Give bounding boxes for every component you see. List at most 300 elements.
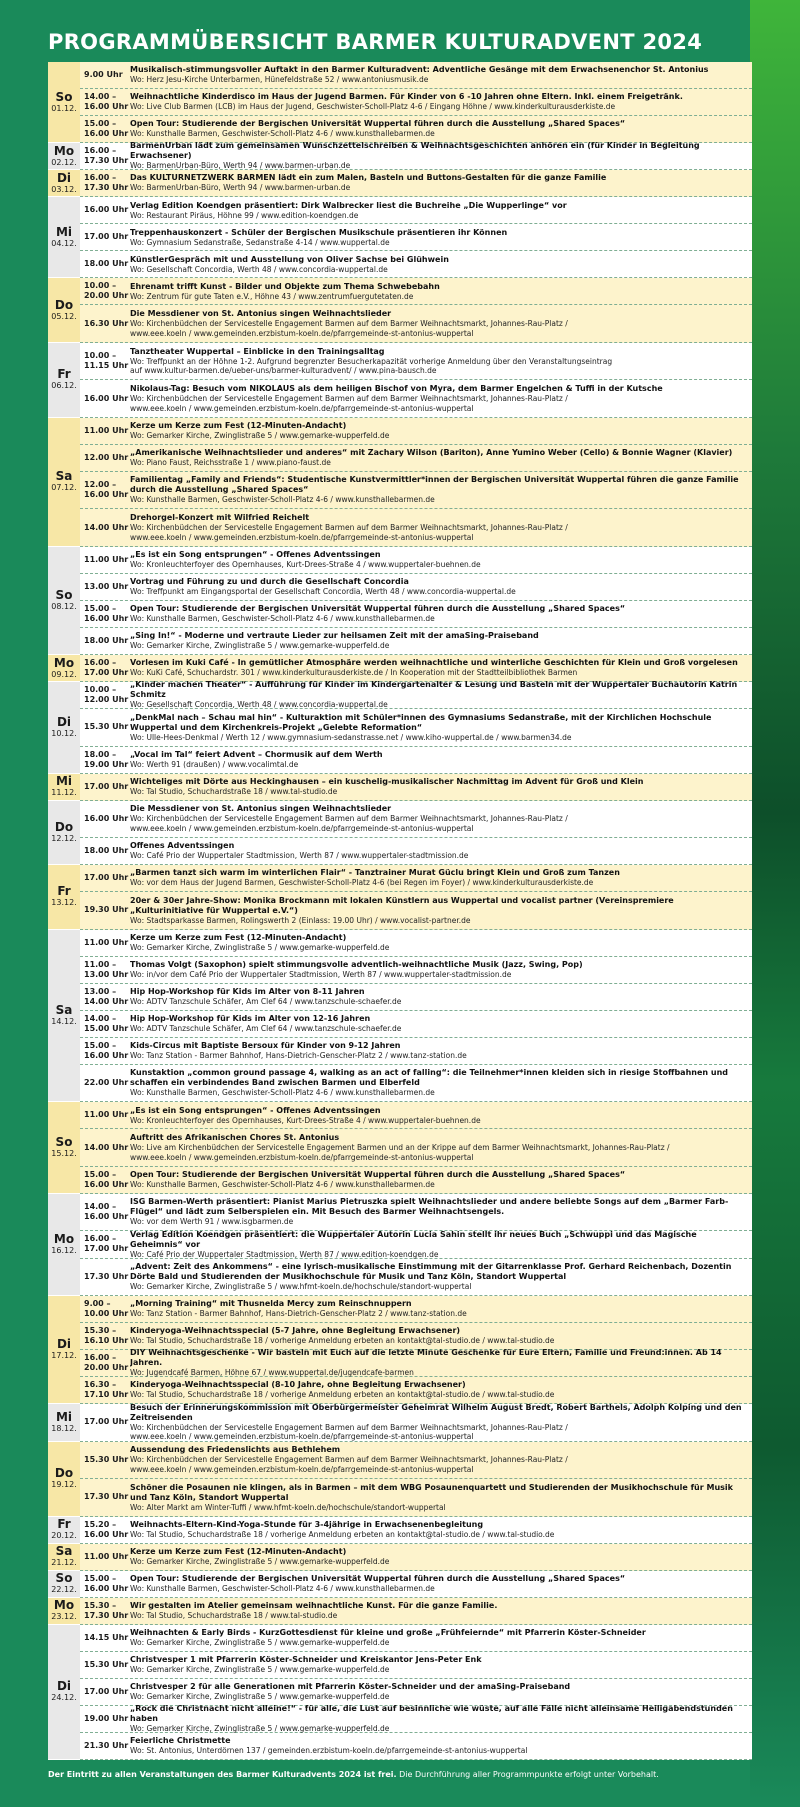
event-location: Wo: Live Club Barmen (LCB) im Haus der Jugend, Geschwister-Scholl-Platz 4-6 / Eingang Höhne / www.kinderkulturausderkiste.de <box>130 102 616 112</box>
event-time: 11.00 – 13.00 Uhr <box>84 959 129 979</box>
event-time: 17.30 Uhr <box>84 1271 129 1281</box>
event-location: Wo: Stadtsparkasse Barmen, Rolingswerth 2 (Einlass: 19.00 Uhr) / www.vocalist-partner.de <box>130 915 471 925</box>
event-row <box>80 984 752 1011</box>
event-description <box>130 201 752 221</box>
event-description <box>130 1041 752 1061</box>
day-block <box>48 1544 752 1571</box>
event-title: Familientag „Family and Friends“: Studentische Kunstvermittler*innen der Bergischen Universität Wuppertal führen die ganze Familie durch die Ausstellung „Shared Spaces“ <box>130 475 739 495</box>
day-block <box>48 1102 752 1194</box>
day-label <box>48 682 80 774</box>
day-block <box>48 801 752 866</box>
event-row <box>80 62 752 89</box>
event-description <box>130 1380 752 1400</box>
day-date: 04.12. <box>51 238 77 248</box>
event-time: 18.00 Uhr <box>84 259 129 269</box>
event-row <box>80 224 752 251</box>
day-block <box>48 1625 752 1760</box>
event-description <box>130 1299 752 1319</box>
event-location: Wo: Kunsthalle Barmen, Geschwister-Scholl-Platz 4-6 / www.kunsthallebarmen.de <box>130 495 435 505</box>
day-label <box>48 1102 80 1194</box>
event-description <box>130 896 752 926</box>
event-time: 22.00 Uhr <box>84 1078 129 1088</box>
event-row <box>80 1011 752 1038</box>
event-row <box>80 547 752 574</box>
event-row <box>80 445 752 472</box>
event-location: Wo: Piano Faust, Reichsstraße 1 / www.piano-faust.de <box>130 458 331 468</box>
event-time: 10.00 – 20.00 Uhr <box>84 281 129 301</box>
event-description <box>130 1230 752 1260</box>
event-title: ISG Barmen-Werth präsentiert: Pianist Marius Pietruszka spielt Weihnachtslieder und andere beliebte Songs auf dem „Barmer Farb-Flügel“ und lädt zum Selberspielen ein. Mit Besuch des Barmer Weihnachtsengels. <box>130 1197 729 1217</box>
event-row <box>80 1404 752 1441</box>
event-row <box>80 774 752 801</box>
event-row <box>80 747 752 774</box>
event-description <box>130 421 752 441</box>
day-date: 15.12. <box>51 1149 77 1159</box>
day-date: 11.12. <box>51 788 77 798</box>
day-name: Mi <box>55 224 73 239</box>
day-date: 03.12. <box>51 184 77 194</box>
event-description <box>130 631 752 651</box>
event-location: Wo: Kunsthalle Barmen, Geschwister-Scholl-Platz 4-6 / www.kunsthallebarmen.de <box>130 1180 435 1190</box>
event-time: 16.00 Uhr <box>84 813 129 823</box>
event-description <box>130 750 752 770</box>
event-time: 18.00 – 19.00 Uhr <box>84 749 129 769</box>
event-time: 15.30 Uhr <box>84 722 129 732</box>
event-title: Feierliche Christmette <box>130 1736 231 1746</box>
event-title: Offenes Adventssingen <box>130 841 235 851</box>
event-description <box>130 1704 752 1734</box>
day-label <box>48 930 80 1103</box>
event-time: 17.00 Uhr <box>84 232 129 242</box>
event-location: Wo: Kirchenbüdchen der Servicestelle Engagement Barmen auf dem Barmer Weihnachtsmarkt, Johannes-Rau-Platz / <box>130 394 568 404</box>
day-label <box>48 343 80 418</box>
day-name: Fr <box>57 367 71 382</box>
event-row <box>80 1167 752 1194</box>
event-time: 16.00 – 17.30 Uhr <box>84 173 129 193</box>
footer-note-bold: Der Eintritt zu allen Veranstaltungen des Barmer Kulturadvents 2024 ist frei. <box>48 1770 397 1779</box>
day-date: 23.12. <box>51 1612 77 1622</box>
event-location: Wo: vor dem Haus der Jugend Barmen, Geschwister-Scholl-Platz 4-6 (bei Regen im Foyer) / www.kinderkulturausderkiste.de <box>130 878 594 888</box>
event-title: Kerze um Kerze zum Fest (12-Minuten-Andacht) <box>130 932 347 942</box>
event-row <box>80 930 752 957</box>
event-title: Open Tour: Studierende der Bergischen Universität Wuppertal führen durch die Ausstellung „Shared Spaces“ <box>130 119 626 129</box>
event-row <box>80 1259 752 1296</box>
event-time: 18.00 Uhr <box>84 636 129 645</box>
event-row <box>80 278 752 305</box>
event-time: 19.00 Uhr <box>84 1713 129 1723</box>
event-time: 14.15 Uhr <box>84 1632 129 1642</box>
day-date: 06.12. <box>51 381 77 391</box>
day-date: 21.12. <box>51 1558 77 1568</box>
event-row <box>80 418 752 445</box>
event-time: 11.00 Uhr <box>84 937 129 947</box>
event-description <box>130 804 752 833</box>
event-location: Wo: Kirchenbüdchen der Servicestelle Engagement Barmen auf dem Barmer Weihnachtsmarkt, Johannes-Rau-Platz / <box>130 1455 568 1465</box>
event-location: Wo: Kunsthalle Barmen, Geschwister-Scholl-Platz 4-6 / www.kunsthallebarmen.de <box>130 1088 435 1098</box>
event-title: DIY Weihnachtsgeschenke - Wir basteln mit Euch auf die letzte Minute Geschenke für Eure Eltern, Familie und Freund:innen. Ab 14 Jahren. <box>130 1348 722 1368</box>
event-location: www.eee.koeln / www.gemeinden.erzbistum-koeln.de/pfarrgemeinde-st-antonius-wuppertal <box>130 1152 474 1162</box>
event-title: 20er & 30er Jahre-Show: Monika Brockmann mit lokalen Künstlern aus Wuppertal und vocalist partner (Vereinspremiere „Kulturinitiative für Wuppertal e.V.“) <box>130 895 674 915</box>
event-row <box>80 1323 752 1350</box>
event-location: www.eee.koeln / www.gemeinden.erzbistum-koeln.de/pfarrgemeinde-st-antonius-wuppertal <box>130 823 474 833</box>
event-title: Weihnachtliche Kinderdisco im Haus der Jugend Barmen. Für Kinder von 6 -10 Jahren ohne Eltern. Inkl. einem Freigetränk. <box>130 92 683 102</box>
event-description <box>130 1574 752 1594</box>
day-date: 12.12. <box>51 833 77 843</box>
day-label <box>48 1296 80 1404</box>
event-location: www.eee.koeln / www.gemeinden.erzbistum-koeln.de/pfarrgemeinde-st-antonius-wuppertal <box>130 328 474 338</box>
event-time: 19.30 Uhr <box>84 905 129 915</box>
day-name: So <box>55 1135 73 1150</box>
day-block <box>48 1404 752 1441</box>
event-title: Verlag Edition Koendgen präsentiert: Dirk Walbrecker liest die Buchreihe „Die Wupperlinge“ vor <box>130 200 567 210</box>
event-title: „Morning Training“ mit Thusnelda Mercy zum Reinschnuppern <box>130 1299 412 1309</box>
event-time: 21.30 Uhr <box>84 1740 129 1750</box>
event-row <box>80 1479 752 1516</box>
event-time: 15.30 – 16.10 Uhr <box>84 1326 129 1346</box>
day-label <box>48 1194 80 1296</box>
day-date: 08.12. <box>51 601 77 611</box>
event-location: Wo: Kirchenbüdchen der Servicestelle Engagement Barmen auf dem Barmer Weihnachtsmarkt, Johannes-Rau-Platz / <box>130 319 568 329</box>
event-row <box>80 1652 752 1679</box>
event-time: 17.00 Uhr <box>84 781 129 791</box>
event-location: Wo: Ulle-Hees-Denkmal / Werth 12 / www.gymnasium-sedanstrasse.net / www.kiho-wuppertal.de / www.barmen34.de <box>130 732 572 742</box>
day-block <box>48 655 752 682</box>
event-location: www.eee.koeln / www.gemeinden.erzbistum-koeln.de/pfarrgemeinde-st-antonius-wuppertal <box>130 403 474 413</box>
event-description <box>130 777 752 797</box>
event-time: 12.00 Uhr <box>84 452 129 462</box>
event-time: 14.00 – 16.00 Uhr <box>84 92 129 112</box>
event-time: 17.30 Uhr <box>84 1492 129 1502</box>
day-name: Fr <box>57 884 71 899</box>
event-time: 15.00 – 16.00 Uhr <box>84 1169 129 1189</box>
day-label <box>48 1517 80 1544</box>
day-name: So <box>55 1571 73 1586</box>
day-block <box>48 1571 752 1598</box>
event-row <box>80 251 752 278</box>
page-title: PROGRAMMÜBERSICHT BARMER KULTURADVENT 2024 <box>48 30 703 54</box>
event-time: 13.00 – 14.00 Uhr <box>84 986 129 1006</box>
event-description <box>130 475 752 505</box>
event-title: Weihnachts-Eltern-Kind-Yoga-Stunde für 3-4jährige in Erwachsenenbegleitung <box>130 1519 484 1529</box>
event-title: Christvesper 1 mit Pfarrerin Köster-Schneider und Kreiskantor Jens-Peter Enk <box>130 1655 482 1665</box>
event-row <box>80 574 752 601</box>
event-row <box>80 655 752 682</box>
event-title: Wichteliges mit Dörte aus Heckinghausen – ein kuschelig-musikalischer Nachmittag im Advent für Groß und Klein <box>130 776 644 786</box>
event-description <box>130 1014 752 1034</box>
event-title: Open Tour: Studierende der Bergischen Universität Wuppertal führen durch die Ausstellung „Shared Spaces“ <box>130 1573 626 1583</box>
event-description <box>130 550 752 570</box>
event-title: Musikalisch-stimmungsvoller Auftakt in den Barmer Kulturadvent: Adventliche Gesänge mit dem Erwachsenenchor St. Antonius <box>130 65 709 75</box>
event-row <box>80 143 752 170</box>
day-block <box>48 1442 752 1517</box>
event-location: Wo: vor dem Werth 91 / www.isgbarmen.de <box>130 1217 294 1227</box>
day-label <box>48 1625 80 1760</box>
event-location: Wo: Gesellschaft Concordia, Werth 48 / www.concordia-wuppertal.de <box>130 700 388 710</box>
event-location: Wo: Kronleuchterfoyer des Opernhauses, Kurt-Drees-Straße 4 / www.wuppertaler-buehnen.de <box>130 560 481 570</box>
day-name: Do <box>54 1466 74 1481</box>
event-location: Wo: Café Prio der Wuppertaler Stadtmission, Werth 87 / www.wuppertaler-stadtmission.de <box>130 851 469 861</box>
event-time: 16.00 – 17.00 Uhr <box>84 658 129 678</box>
event-location: Wo: Gemarker Kirche, Zwinglistraße 5 / www.hfmt-koeln.de/hochschule/standort-wuppertal <box>130 1281 472 1291</box>
day-label <box>48 197 80 278</box>
event-description <box>130 1348 752 1378</box>
event-description <box>130 1403 752 1442</box>
day-block <box>48 865 752 930</box>
event-time: 16.00 – 17.30 Uhr <box>84 146 129 166</box>
day-name: Mo <box>53 143 75 158</box>
day-name: Mi <box>55 1409 73 1424</box>
event-row <box>80 1544 752 1571</box>
event-row <box>80 1065 752 1102</box>
event-time: 11.00 Uhr <box>84 554 129 564</box>
event-title: Aussendung des Friedenslichts aus Bethlehem <box>130 1445 341 1455</box>
event-row <box>80 801 752 838</box>
event-row <box>80 197 752 224</box>
day-name: Di <box>56 714 72 729</box>
event-title: Drehorgel-Konzert mit Wilfried Reichelt <box>130 513 310 523</box>
day-block <box>48 62 752 143</box>
event-description <box>130 713 752 743</box>
event-row <box>80 1350 752 1377</box>
day-date: 05.12. <box>51 311 77 321</box>
day-label <box>48 655 80 682</box>
day-name: Mo <box>53 1598 75 1613</box>
event-location: Wo: Treffpunkt an der Höhne 1-2. Aufgrund begrenzter Besucherkapazität vorherige Anmeldung über den Veranstaltungseintrag <box>130 356 613 366</box>
day-block <box>48 930 752 1103</box>
event-title: Christvesper 2 für alle Generationen mit Pfarrerin Köster-Schneider und der amaSing-Praiseband <box>130 1682 571 1692</box>
event-location: Wo: Café Prio der Wuppertaler Stadtmission, Werth 87 / www.edition-koendgen.de <box>130 1249 439 1259</box>
event-row <box>80 1377 752 1404</box>
event-title: Auftritt des Afrikanischen Chores St. Antonius <box>130 1133 340 1143</box>
event-time: 14.00 – 16.00 Uhr <box>84 1202 129 1222</box>
event-time: 14.00 Uhr <box>84 1142 129 1152</box>
event-row <box>80 1733 752 1760</box>
event-location: Wo: Herz Jesu-Kirche Unterbarmen, Hünefeldstraße 52 / www.antoniusmusik.de <box>130 75 429 85</box>
event-title: Schöner die Posaunen nie klingen, als in Barmen – mit dem WBG Posaunenquartett und Studierenden der Musikhochschule für Musik und Tanz Köln, Standort Wuppertal <box>130 1482 733 1502</box>
event-time: 10.00 – 11.15 Uhr <box>84 351 129 371</box>
event-time: 16.00 Uhr <box>84 205 129 215</box>
event-description <box>130 228 752 248</box>
event-title: Besuch der Erinnerungskommission mit Oberbürgermeister Geheimrat Wilhelm August Bredt, Robert Barthels, Adolph Kolping und den Zeitreisenden <box>130 1402 742 1422</box>
event-description <box>130 119 752 139</box>
event-location: Wo: Jugendcafé Barmen, Höhne 67 / www.wuppertal.de/jugendcafe-barmen <box>130 1368 414 1378</box>
event-time: 15.30 Uhr <box>84 1454 129 1464</box>
day-block <box>48 547 752 655</box>
event-title: Kerze um Kerze zum Fest (12-Minuten-Andacht) <box>130 1546 347 1556</box>
event-description <box>130 1601 752 1621</box>
event-location: Wo: Kronleuchterfoyer des Opernhauses, Kurt-Drees-Straße 4 / www.wuppertaler-buehnen.de <box>130 1115 481 1125</box>
event-row <box>80 957 752 984</box>
event-title: Tanztheater Wuppertal – Einblicke in den Trainingsalltag <box>130 346 385 356</box>
event-row <box>80 1517 752 1544</box>
day-name: Fr <box>57 1517 71 1532</box>
event-title: Kunstaktion „common ground passage 4, walking as an act of falling“: die Teilnehmer*innen kleiden sich in riesige Stoffbahnen und schaffen ein verbindendes Band zwischen Barmen und Elberfeld <box>130 1068 728 1088</box>
event-description <box>130 141 752 171</box>
event-row <box>80 343 752 380</box>
event-location: Wo: Treffpunkt am Eingangsportal der Gesellschaft Concordia, Werth 48 / www.concordia-wuppertal.de <box>130 587 516 597</box>
day-date: 18.12. <box>51 1423 77 1433</box>
day-date: 17.12. <box>51 1351 77 1361</box>
event-location: Wo: Kunsthalle Barmen, Geschwister-Scholl-Platz 4-6 / www.kunsthallebarmen.de <box>130 1583 435 1593</box>
event-row <box>80 1129 752 1166</box>
event-location: Wo: Tal Studio, Schuchardstraße 18 / vorherige Anmeldung erbeten an kontakt@tal-studio.de / www.tal-studio.de <box>130 1390 555 1400</box>
event-description <box>130 384 752 413</box>
event-description <box>130 577 752 597</box>
event-title: Ehrenamt trifft Kunst - Bilder und Objekte zum Thema Schwebebahn <box>130 281 440 291</box>
event-time: 9.00 – 10.00 Uhr <box>84 1298 129 1318</box>
event-row <box>80 170 752 197</box>
event-title: Hip Hop-Workshop für Kids im Alter von 8-11 Jahren <box>130 987 365 997</box>
event-description <box>130 1682 752 1702</box>
event-location: auf www.kultur-barmen.de/ueber-uns/barmer-kulturadvent/ / www.pina-bausch.de <box>130 366 437 376</box>
event-description <box>130 1736 752 1756</box>
event-row <box>80 709 752 746</box>
event-description <box>130 173 752 193</box>
day-date: 09.12. <box>51 669 77 679</box>
event-location: www.eee.koeln / www.gemeinden.erzbistum-koeln.de/pfarrgemeinde-st-antonius-wuppertal <box>130 1432 474 1442</box>
event-row <box>80 628 752 655</box>
event-time: 17.00 Uhr <box>84 873 129 883</box>
event-title: Kinderyoga-Weihnachtsspecial (5-7 Jahre, ohne Begleitung Erwachsener) <box>130 1326 461 1336</box>
event-title: „Kinder machen Theater“ - Aufführung für Kinder im Kindergartenalter & Lesung und Basteln mit der Wuppertaler Buchautorin Katrin Schmitz <box>130 680 738 700</box>
event-location: Wo: Zentrum für gute Taten e.V., Höhne 43 / www.zentrumfuergutetaten.de <box>130 291 414 301</box>
event-time: 11.00 Uhr <box>84 1551 129 1561</box>
event-title: „Amerikanische Weihnachtslieder und anderes“ mit Zachary Wilson (Bariton), Anne Yumino Weber (Cello) & Bonnie Wagner (Klavier) <box>130 448 733 458</box>
day-date: 22.12. <box>51 1585 77 1595</box>
event-location: Wo: Gemarker Kirche, Zwinglistraße 5 / www.gemarke-wupperfeld.de <box>130 1724 390 1734</box>
day-label <box>48 1404 80 1441</box>
event-location: Wo: Kunsthalle Barmen, Geschwister-Scholl-Platz 4-6 / www.kunsthallebarmen.de <box>130 129 435 139</box>
event-row <box>80 1571 752 1598</box>
day-block <box>48 170 752 197</box>
event-time: 11.00 Uhr <box>84 425 129 435</box>
event-location: Wo: Gemarker Kirche, Zwinglistraße 5 / www.gemarke-wupperfeld.de <box>130 431 390 441</box>
event-location: Wo: St. Antonius, Unterdörnen 137 / gemeinden.erzbistum-koeln.de/pfarrgemeinde-st-antonius-wuppertal <box>130 1746 528 1756</box>
event-title: Treppenhauskonzert - Schüler der Bergischen Musikschule präsentieren ihr Können <box>130 227 508 237</box>
day-label <box>48 418 80 547</box>
event-title: „Vocal im Tal“ feiert Advent – Chormusik auf dem Werth <box>130 749 383 759</box>
event-title: „DenkMal nach – Schau mal hin“ - Kulturaktion mit Schüler*innen des Gymnasiums Sedanstraße, mit der Kirchlichen Hochschule Wuppertal und dem Kirchenkreis-Projekt „Gelebte Reformation“ <box>130 712 712 732</box>
event-title: Vorlesen im Kuki Café - In gemütlicher Atmosphäre werden weihnachtliche und winterliche Geschichten für Klein und Groß vorgelesen <box>130 658 738 668</box>
event-time: 15.00 – 16.00 Uhr <box>84 1040 129 1060</box>
event-location: Wo: Gemarker Kirche, Zwinglistraße 5 / www.gemarke-wupperfeld.de <box>130 1665 390 1675</box>
event-location: Wo: Tal Studio, Schuchardstraße 18 / vorherige Anmeldung erbeten an kontakt@tal-studio.de / www.tal-studio.de <box>130 1336 555 1346</box>
day-label <box>48 547 80 655</box>
day-block <box>48 1296 752 1404</box>
event-description <box>130 960 752 980</box>
event-title: „Barmen tanzt sich warm im winterlichen Flair“ - Tanztrainer Murat Güclu bringt Klein und Groß zum Tanzen <box>130 868 620 878</box>
day-label <box>48 1544 80 1571</box>
event-time: 16.00 – 17.00 Uhr <box>84 1234 129 1254</box>
event-time: 16.00 Uhr <box>84 393 129 403</box>
event-row <box>80 1442 752 1479</box>
event-row <box>80 509 752 546</box>
event-description <box>130 448 752 468</box>
event-title: Das KULTURNETZWERK BARMEN lädt ein zum Malen, Basteln und Buttons-Gestalten für die ganze Familie <box>130 173 607 183</box>
event-row <box>80 89 752 116</box>
event-location: Wo: Tanz Station - Barmer Bahnhof, Hans-Dietrich-Genscher-Platz 2 / www.tanz-station.de <box>130 1051 467 1061</box>
day-block <box>48 1598 752 1625</box>
day-name: So <box>55 587 73 602</box>
day-date: 19.12. <box>51 1480 77 1490</box>
day-block <box>48 278 752 343</box>
event-location: Wo: Gemarker Kirche, Zwinglistraße 5 / www.gemarke-wupperfeld.de <box>130 1556 390 1566</box>
event-title: BarmenUrban lädt zum gemeinsamen Wunschzettelschreiben & Weihnachtsgeschichten anhören ein (für Kinder in Begleitung Erwachsener) <box>130 141 700 161</box>
event-title: Die Messdiener von St. Antonius singen Weihnachtslieder <box>130 309 392 319</box>
event-title: Kerze um Kerze zum Fest (12-Minuten-Andacht) <box>130 421 347 431</box>
event-row <box>80 865 752 892</box>
event-title: Verlag Edition Koendgen präsentiert: die Wuppertaler Autorin Lucia Sahin stellt ihr neues Buch „Schwuppi und das Magische Geheimnis“ vor <box>130 1229 697 1249</box>
event-time: 17.00 Uhr <box>84 1417 129 1427</box>
day-date: 02.12. <box>51 157 77 167</box>
event-location: Wo: Gemarker Kirche, Zwinglistraße 5 / www.gemarke-wupperfeld.de <box>130 641 390 651</box>
day-name: Di <box>56 170 72 185</box>
day-date: 07.12. <box>51 483 77 493</box>
event-row <box>80 116 752 143</box>
event-description <box>130 282 752 302</box>
day-block <box>48 343 752 418</box>
event-description <box>130 255 752 275</box>
day-label <box>48 143 80 170</box>
day-label <box>48 278 80 343</box>
event-location: Wo: Tanz Station - Barmer Bahnhof, Hans-Dietrich-Genscher-Platz 2 / www.tanz-station.de <box>130 1309 467 1319</box>
event-description <box>130 1445 752 1474</box>
day-name: Mo <box>53 1231 75 1246</box>
day-block <box>48 197 752 278</box>
event-title: Vortrag und Führung zu und durch die Gesellschaft Concordia <box>130 577 409 587</box>
day-name: Mi <box>55 774 73 789</box>
event-description <box>130 1170 752 1190</box>
event-description <box>130 604 752 624</box>
event-row <box>80 892 752 929</box>
day-name: Mo <box>53 655 75 670</box>
event-time: 9.00 Uhr <box>84 70 123 80</box>
event-row <box>80 1194 752 1231</box>
day-name: Sa <box>55 469 73 484</box>
event-description <box>130 1133 752 1162</box>
event-row <box>80 601 752 628</box>
day-block <box>48 1194 752 1296</box>
day-label <box>48 865 80 930</box>
footer-note <box>48 1770 659 1779</box>
event-time: 15.00 – 16.00 Uhr <box>84 603 129 623</box>
event-description <box>130 513 752 542</box>
event-location: Wo: Kunsthalle Barmen, Geschwister-Scholl-Platz 4-6 / www.kunsthallebarmen.de <box>130 614 435 624</box>
event-title: „Es ist ein Song entsprungen“ - Offenes Adventssingen <box>130 1105 381 1115</box>
day-date: 24.12. <box>51 1693 77 1703</box>
event-location: Wo: KuKi Café, Schuchardstr. 301 / www.kinderkulturausderkiste.de / In Kooperation mit der Stadtteilbibliothek Barmen <box>130 668 578 678</box>
program-table <box>48 62 752 1760</box>
event-time: 13.00 Uhr <box>84 581 129 591</box>
event-time: 12.00 – 16.00 Uhr <box>84 480 129 500</box>
day-label <box>48 1442 80 1517</box>
event-row <box>80 472 752 509</box>
event-location: Wo: Gymnasium Sedanstraße, Sedanstraße 4-14 / www.wuppertal.de <box>130 237 390 247</box>
event-location: Wo: BarmenUrban-Büro, Werth 94 / www.barmen-urban.de <box>130 183 351 193</box>
event-title: „Es ist ein Song entsprungen“ - Offenes Adventssingen <box>130 550 381 560</box>
decorative-ribbon <box>750 0 800 1807</box>
event-location: Wo: Gemarker Kirche, Zwinglistraße 5 / www.gemarke-wupperfeld.de <box>130 942 390 952</box>
event-location: Wo: Tal Studio, Schuchardstraße 18 / www.tal-studio.de <box>130 1610 338 1620</box>
event-description <box>130 1197 752 1227</box>
day-name: Di <box>56 1337 72 1352</box>
day-name: Di <box>56 1679 72 1694</box>
event-description <box>130 1547 752 1567</box>
event-description <box>130 1628 752 1648</box>
event-description <box>130 65 752 85</box>
event-description <box>130 1326 752 1346</box>
event-description <box>130 680 752 710</box>
